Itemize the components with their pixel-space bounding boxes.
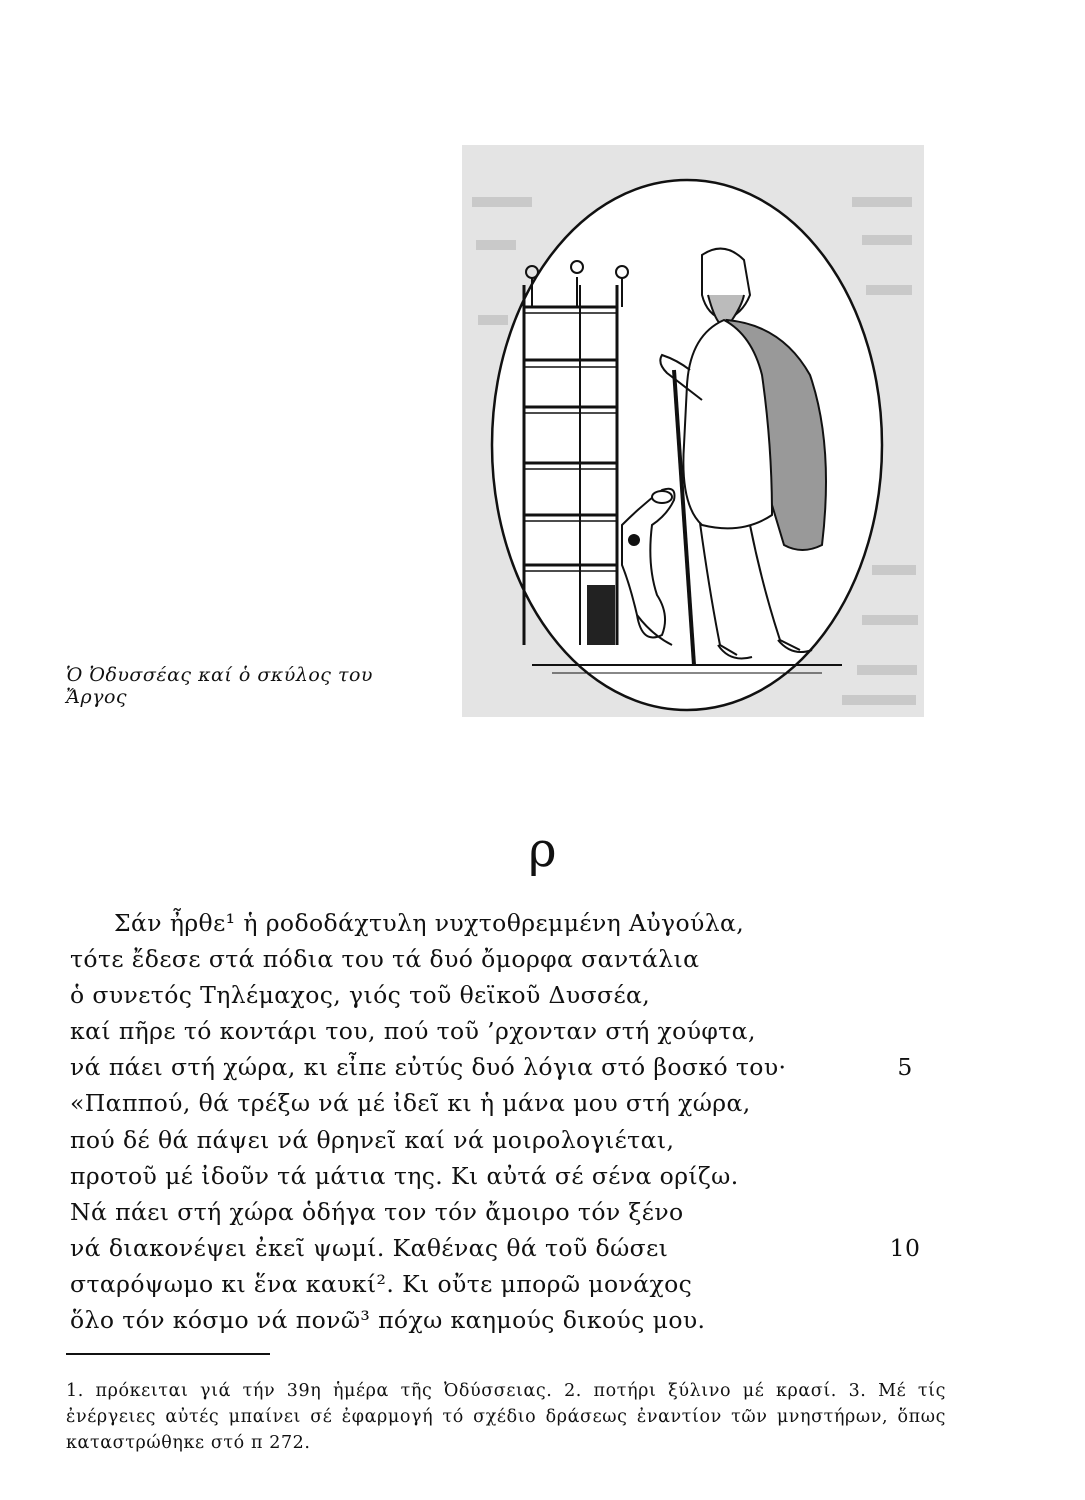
verse-line: «Παππού, θά τρέξω νά μέ ἰδεῖ κι ἡ μάνα μου στή χώρα, <box>70 1089 751 1118</box>
line-number-10: 10 <box>889 1233 921 1262</box>
verse-line: ὁ συνετός Τηλέμαχος, γιός τοῦ θεϊκοῦ Δυσσέα, <box>70 981 651 1010</box>
odysseus-argos-illustration <box>462 145 924 717</box>
verse-line-5 <box>70 1049 970 1085</box>
verse-line: Νά πάει στή χώρα ὁδήγα τον τόν ἄμοιρο τόν ξένο <box>70 1197 684 1226</box>
verse-block <box>70 905 970 1338</box>
verse-line: ὅλο τόν κόσμο νά πονῶ³ πόχω καημούς δικούς μου. <box>70 1306 706 1335</box>
verse-line-text: νά διακονέψει ἐκεῖ ψωμί. Καθένας θά τοῦ δώσει <box>70 1233 669 1262</box>
verse-line: προτοῦ μέ ἰδοῦν τά μάτια της. Κι αὐτά σέ σένα ορίζω. <box>70 1161 739 1190</box>
footnote-divider <box>66 1353 270 1355</box>
line-number-5: 5 <box>897 1053 913 1082</box>
verse-line: Σάν ἦρθε¹ ἡ ροδοδάχτυλη νυχτοθρεμμένη Αὐγούλα, <box>114 909 745 937</box>
verse-line: τότε ἔδεσε στά πόδια του τά δυό ὄμορφα σαντάλια <box>70 945 700 974</box>
engraving-drawing <box>462 145 924 717</box>
footnotes: 1. πρόκειται γιά τήν 39η ἡμέρα τῆς Ὀδύσσειας. 2. ποτήρι ξύλινο μέ κρασί. 3. Μέ τίς ἐνέργειες αὐτές μπαίνει σέ ἐφαρμογή τό σχέδιο δράσεως ἐναντίον τῶν μνηστήρων, ὅπως καταστρώθηκε στό π 272. <box>66 1381 946 1453</box>
verse-line: καί πῆρε τό κοντάρι του, πού τοῦ ’ρχονταν στή χούφτα, <box>70 1017 756 1046</box>
caption-line-1: Ὁ Ὀδυσσέας καί ὁ σκύλος του <box>66 664 373 686</box>
verse-line-text: νά πάει στή χώρα, κι εἶπε εὐτύς δυό λόγια στό βοσκό του· <box>70 1053 787 1082</box>
book-letter-rho: ρ <box>528 822 557 878</box>
illustration-caption <box>66 664 436 708</box>
verse-line: σταρόψωμο κι ἕνα καυκί². Κι οὔτε μπορῶ μονάχος <box>70 1269 693 1298</box>
caption-line-2: Ἄργος <box>66 686 128 708</box>
verse-line-10 <box>70 1230 970 1266</box>
verse-line: πού δέ θά πάψει νά θρηνεῖ καί νά μοιρολογιέται, <box>70 1125 675 1154</box>
